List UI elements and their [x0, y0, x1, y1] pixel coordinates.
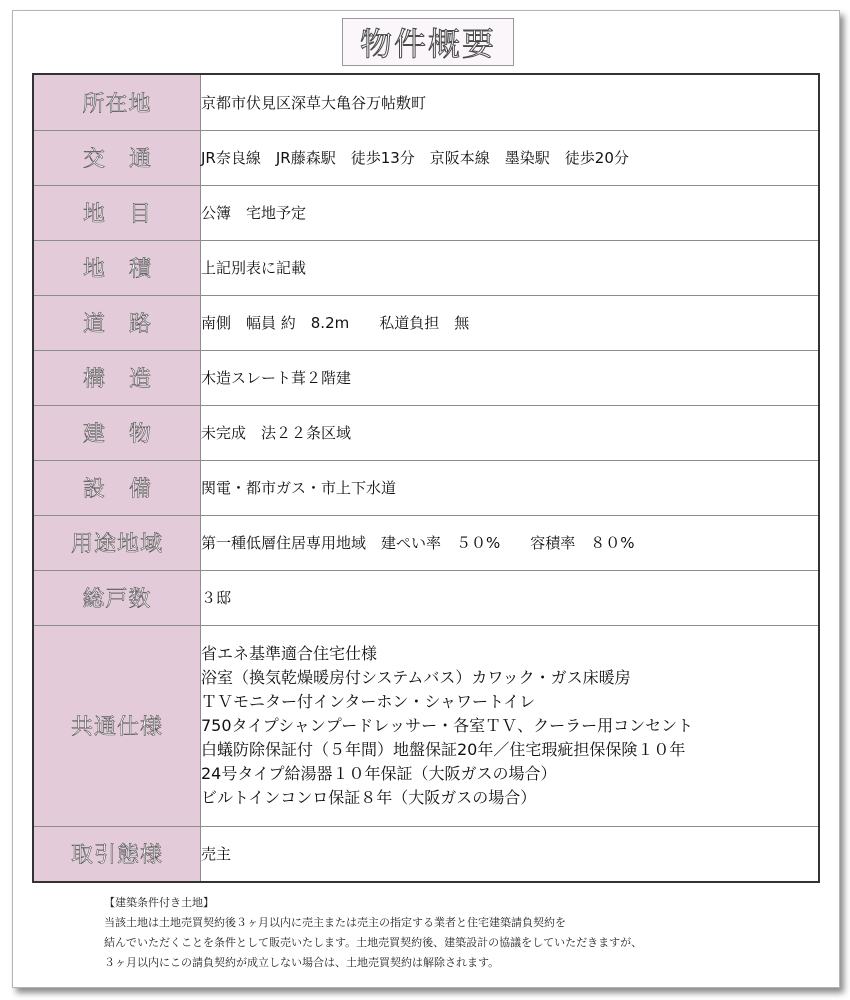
row-label: 地積: [33, 240, 201, 295]
row-label: 地目: [33, 185, 201, 240]
spec-value: [201, 625, 820, 826]
row-value: 南側 幅員 約 8.2m 私道負担 無: [201, 295, 820, 350]
row-label: 道路: [33, 295, 201, 350]
table-row: [33, 460, 819, 515]
notes-heading: 【建築条件付き土地】: [104, 896, 214, 909]
spec-line: 浴室（換気乾燥暖房付システムバス）カワック・ガス床暖房: [201, 667, 631, 687]
spec-line: 白蟻防除保証付（５年間）地盤保証20年／住宅瑕疵担保保険１０年: [201, 739, 686, 759]
notes-line: 結んでいただくことを条件として販売いたします。土地売買契約後、建築設計の協議をしていただきますが、: [104, 936, 643, 949]
notes: [104, 893, 804, 973]
table-row: [33, 405, 819, 460]
transaction-label: 取引態様: [33, 826, 201, 882]
row-label: 用途地域: [33, 515, 201, 570]
spec-line: 省エネ基準適合住宅仕様: [201, 643, 378, 663]
row-label: 設備: [33, 460, 201, 515]
row-label: 構造: [33, 350, 201, 405]
row-value: JR奈良線 JR藤森駅 徒歩13分 京阪本線 墨染駅 徒歩20分: [201, 130, 820, 185]
table-row: [33, 625, 819, 826]
spec-label: 共通仕様: [33, 625, 201, 826]
spec-line: ＴＶモニター付インターホン・シャワートイレ: [201, 691, 536, 711]
property-summary-table: [32, 73, 820, 883]
row-label: 建物: [33, 405, 201, 460]
table-row: [33, 570, 819, 625]
row-value: ３邸: [201, 570, 820, 625]
table-row: [33, 74, 819, 130]
row-value: 上記別表に記載: [201, 240, 820, 295]
table-row: [33, 240, 819, 295]
page-title: 物件概要: [359, 25, 496, 63]
row-value: 関電・都市ガス・市上下水道: [201, 460, 820, 515]
row-value: 木造スレート葺２階建: [201, 350, 820, 405]
spec-line: ビルトインコンロ保証８年（大阪ガスの場合）: [201, 787, 537, 807]
row-label: 総戸数: [33, 570, 201, 625]
notes-line: 当該土地は土地売買契約後３ヶ月以内に売主または売主の指定する業者と住宅建築請負契約を: [104, 916, 566, 929]
row-value: 未完成 法２２条区域: [201, 405, 820, 460]
notes-line: ３ヶ月以内にこの請負契約が成立しない場合は、土地売買契約は解除されます。: [104, 956, 500, 969]
row-label: 所在地: [33, 74, 201, 130]
table-row: [33, 185, 819, 240]
table-row: [33, 130, 819, 185]
row-value: 京都市伏見区深草大亀谷万帖敷町: [201, 93, 427, 112]
transaction-value: 売主: [201, 826, 820, 882]
row-value: 公簿 宅地予定: [201, 185, 820, 240]
table-row: [33, 515, 819, 570]
title-box: [342, 18, 514, 66]
row-label: 交通: [33, 130, 201, 185]
row-value: 第一種低層住居専用地域 建ぺい率 ５０% 容積率 ８０%: [201, 515, 820, 570]
spec-line: 24号タイプ給湯器１０年保証（大阪ガスの場合）: [201, 763, 557, 783]
table-row: [33, 295, 819, 350]
spec-line: 750タイプシャンプードレッサー・各室ＴＶ、クーラー用コンセント: [201, 715, 694, 735]
table-row: [33, 350, 819, 405]
table-row: [33, 826, 819, 882]
